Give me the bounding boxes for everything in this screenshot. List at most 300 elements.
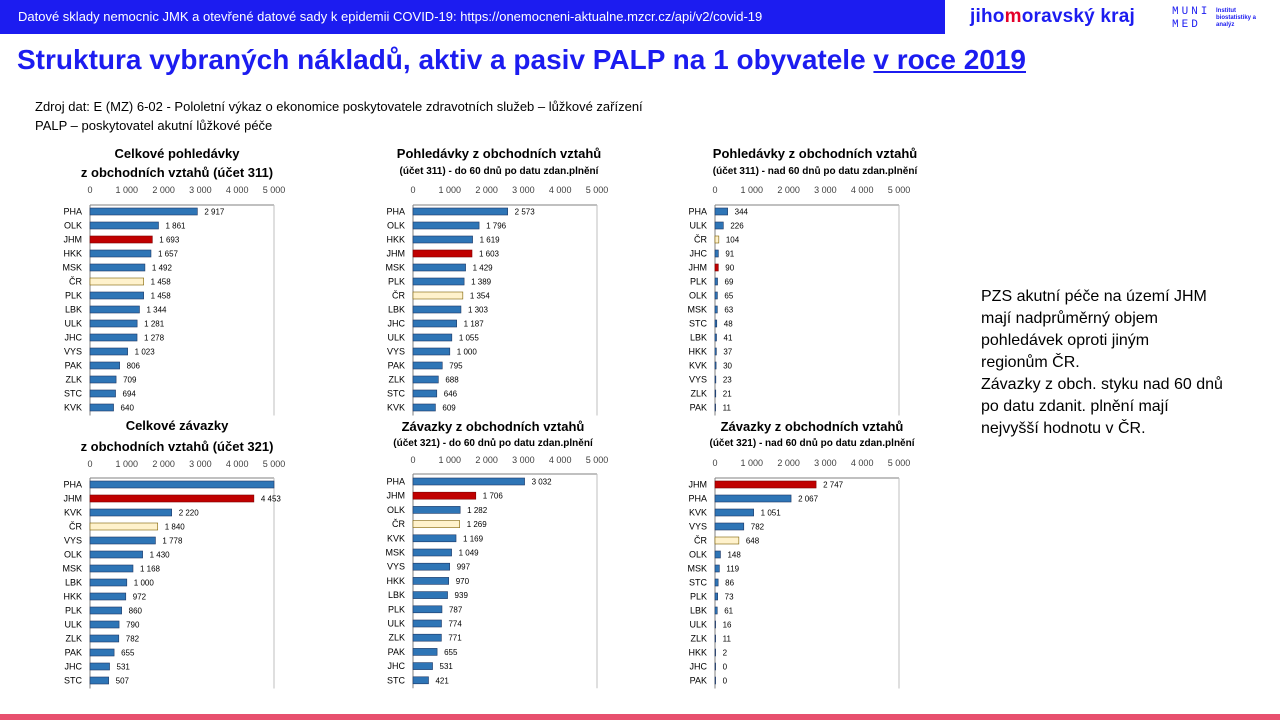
x-tick-label: 0: [712, 185, 718, 195]
bar: [715, 621, 716, 628]
data-label: 1 693: [159, 235, 180, 245]
data-label: 782: [750, 522, 765, 532]
bar: [715, 390, 716, 397]
data-label: 646: [443, 389, 458, 399]
med-wordmark: MED: [1172, 19, 1201, 31]
x-tick-label: 1 000: [438, 455, 462, 465]
category-label: PHA: [386, 476, 405, 487]
jmk-logo-part1: jiho: [970, 6, 1005, 27]
data-label: 939: [454, 591, 468, 601]
data-label: 860: [128, 606, 143, 616]
data-label: 2 220: [178, 508, 199, 518]
data-label: 2 067: [798, 494, 819, 504]
bar: [413, 577, 449, 584]
category-label: STC: [689, 577, 707, 588]
category-label: ČR: [392, 519, 405, 530]
chart-subtitle: (účet 311) - nad 60 dnů po datu zdan.plnění: [712, 166, 918, 177]
data-label: 11: [722, 634, 731, 644]
bar: [90, 264, 145, 271]
x-tick-label: 3 000: [189, 459, 212, 469]
category-label: PLK: [64, 605, 82, 616]
category-label: STC: [64, 675, 82, 686]
category-label: ULK: [387, 332, 405, 343]
bar: [413, 208, 508, 215]
data-label: 1 389: [471, 277, 492, 287]
category-label: LBK: [64, 304, 82, 315]
data-source-line-2: PALP – poskytovatel akutní lůžkové péče: [35, 118, 273, 133]
jmk-logo-part2: oravský kraj: [1021, 6, 1136, 27]
bar: [715, 593, 718, 600]
category-label: VYS: [386, 561, 405, 572]
data-label: 1 278: [144, 333, 165, 343]
bar: [715, 208, 728, 215]
category-label: PAK: [64, 647, 82, 658]
category-label: STC: [387, 388, 405, 399]
bar: [413, 306, 461, 313]
category-label: VYS: [63, 535, 82, 546]
bar: [413, 320, 457, 327]
category-label: JHM: [63, 234, 82, 245]
bar: [715, 334, 717, 341]
bar: [90, 495, 254, 502]
bar: [413, 478, 525, 485]
note-line: mají nadprůměrný objem: [981, 310, 1158, 327]
category-label: OLK: [63, 220, 82, 231]
chart-subtitle: z obchodních vztahů (účet 321): [80, 439, 274, 454]
bar: [90, 537, 155, 544]
category-label: PLK: [387, 276, 405, 287]
bar: [715, 663, 716, 670]
bar: [413, 236, 473, 243]
data-label: 63: [724, 305, 734, 315]
category-label: ČR: [69, 276, 82, 287]
bar: [413, 404, 435, 411]
x-tick-label: 0: [712, 458, 718, 468]
category-label: ČR: [392, 290, 405, 301]
data-label: 655: [121, 648, 135, 658]
bar: [90, 509, 172, 516]
category-label: ULK: [689, 220, 707, 231]
bar: [413, 535, 456, 542]
note-line: Závazky z obch. styku nad 60 dnů: [981, 376, 1223, 393]
bar: [90, 565, 133, 572]
x-tick-label: 1 000: [115, 185, 139, 195]
category-label: LBK: [64, 577, 82, 588]
bar: [715, 292, 717, 299]
data-label: 2: [722, 648, 728, 658]
bar: [413, 592, 448, 599]
category-label: PLK: [689, 276, 707, 287]
category-label: ČR: [694, 535, 707, 546]
x-tick-label: 5 000: [585, 455, 609, 465]
chart-subtitle: (účet 321) - nad 60 dnů po datu zdan.plnění: [709, 438, 915, 449]
bar: [715, 376, 716, 383]
data-label: 782: [125, 634, 140, 644]
bar: [413, 250, 472, 257]
bar: [90, 677, 109, 684]
bar: [413, 362, 442, 369]
bar: [413, 634, 441, 641]
category-label: LBK: [387, 304, 405, 315]
chart-subtitle: (účet 311) - do 60 dnů po datu zdan.plnění: [399, 166, 599, 177]
category-label: JHM: [688, 262, 707, 273]
category-label: HKK: [63, 591, 82, 602]
bar: [715, 677, 716, 684]
data-label: 1 269: [466, 520, 487, 530]
category-label: PAK: [689, 675, 707, 686]
data-label: 37: [723, 347, 733, 357]
data-label: 11: [722, 403, 731, 413]
category-label: MSK: [385, 547, 405, 558]
bar: [90, 593, 126, 600]
category-label: STC: [387, 675, 405, 686]
category-label: PAK: [689, 402, 707, 413]
x-tick-label: 5 000: [262, 459, 286, 469]
data-label: 531: [116, 662, 130, 672]
data-label: 694: [122, 389, 136, 399]
data-label: 0: [722, 662, 728, 672]
data-source-line-1: Zdroj dat: E (MZ) 6-02 - Pololetní výkaz o ekonomice poskytovatele zdravotních služeb – lůžkové zařízení: [35, 99, 643, 114]
data-label: 1 657: [157, 249, 179, 259]
category-label: JHM: [688, 479, 707, 490]
data-label: 90: [725, 263, 735, 273]
data-label: 790: [126, 620, 140, 630]
category-label: JHC: [689, 248, 707, 259]
data-label: 1 000: [133, 578, 154, 588]
category-label: MSK: [385, 262, 405, 273]
category-label: LBK: [689, 605, 707, 616]
data-label: 1 861: [165, 221, 186, 231]
data-label: 30: [723, 361, 733, 371]
data-label: 1 458: [150, 277, 171, 287]
x-tick-label: 4 000: [548, 455, 572, 465]
bar: [413, 648, 437, 655]
category-label: VYS: [688, 521, 707, 532]
chart-title: Závazky z obchodních vztahů: [720, 419, 904, 434]
note-line: regionům ČR.: [981, 354, 1080, 371]
category-label: JHC: [689, 661, 707, 672]
category-label: JHC: [387, 661, 405, 672]
chart-subtitle: (účet 321) - do 60 dnů po datu zdan.plnění: [393, 438, 593, 449]
category-label: STC: [64, 388, 82, 399]
data-label: 1 603: [478, 249, 500, 259]
data-label: 344: [734, 207, 749, 217]
category-label: KVK: [63, 507, 82, 518]
x-tick-label: 0: [87, 459, 93, 469]
category-label: ČR: [69, 521, 82, 532]
x-tick-label: 2 000: [777, 458, 800, 468]
data-label: 648: [745, 536, 760, 546]
category-label: KVK: [688, 507, 707, 518]
category-label: JHM: [63, 493, 82, 504]
category-label: ULK: [387, 618, 405, 629]
x-tick-label: 5 000: [887, 185, 911, 195]
category-label: VYS: [688, 374, 707, 385]
data-label: 507: [115, 676, 130, 686]
data-label: 1 282: [467, 505, 488, 515]
chart-title: Pohledávky z obchodních vztahů: [396, 146, 602, 161]
bar: [413, 506, 460, 513]
bar: [90, 348, 128, 355]
category-label: ČR: [694, 234, 707, 245]
data-label: 148: [727, 550, 741, 560]
category-label: PAK: [64, 360, 82, 371]
chart-title: Závazky z obchodních vztahů: [401, 419, 585, 434]
bar: [413, 222, 479, 229]
data-label: 1 168: [139, 564, 161, 574]
data-label: 1 429: [472, 263, 493, 273]
bar: [413, 677, 428, 684]
x-tick-label: 3 000: [512, 455, 535, 465]
x-tick-label: 4 000: [225, 459, 249, 469]
bar: [715, 635, 716, 642]
bar: [413, 492, 476, 499]
note-line: pohledávek oproti jiným: [981, 332, 1150, 349]
x-tick-label: 3 000: [814, 458, 837, 468]
data-label: 774: [448, 619, 462, 629]
category-label: PHA: [63, 479, 82, 490]
category-label: VYS: [63, 346, 82, 357]
x-tick-label: 1 000: [115, 459, 139, 469]
x-tick-label: 2 000: [152, 185, 175, 195]
note-line: po datu zdanit. plnění mají: [981, 398, 1169, 415]
data-label: 709: [123, 375, 137, 385]
page-title-main: Struktura vybraných nákladů, aktiv a pasiv PALP na 1 obyvatele: [17, 44, 874, 75]
chart-subtitle: z obchodních vztahů (účet 311): [80, 165, 274, 180]
note-line: PZS akutní péče na území JHM: [981, 288, 1207, 305]
data-label: 226: [730, 221, 744, 231]
category-label: ZLK: [65, 633, 82, 644]
data-label: 86: [725, 578, 735, 588]
category-label: ZLK: [690, 388, 707, 399]
category-label: KVK: [63, 402, 82, 413]
bar: [90, 523, 158, 530]
x-tick-label: 4 000: [850, 458, 874, 468]
x-tick-label: 4 000: [850, 185, 874, 195]
category-label: HKK: [386, 234, 405, 245]
bar: [90, 250, 151, 257]
category-label: LBK: [689, 332, 707, 343]
bar: [715, 222, 723, 229]
bar: [715, 579, 718, 586]
bar: [413, 334, 452, 341]
bar: [90, 292, 144, 299]
category-label: JHC: [64, 661, 82, 672]
category-label: PLK: [689, 591, 707, 602]
data-label: 3 032: [531, 477, 552, 487]
data-label: 795: [449, 361, 463, 371]
category-label: OLK: [63, 549, 82, 560]
bar: [90, 579, 127, 586]
bar: [90, 551, 143, 558]
bar: [715, 523, 744, 530]
x-tick-label: 5 000: [887, 458, 911, 468]
data-label: 21: [722, 389, 732, 399]
x-tick-label: 1 000: [740, 185, 764, 195]
bar: [413, 264, 466, 271]
x-tick-label: 4 000: [548, 185, 572, 195]
category-label: ULK: [64, 318, 82, 329]
category-label: JHC: [64, 332, 82, 343]
note-line: nejvyšší hodnotu v ČR.: [981, 420, 1146, 437]
category-label: PLK: [64, 290, 82, 301]
x-tick-label: 4 000: [225, 185, 249, 195]
x-tick-label: 2 000: [475, 185, 498, 195]
category-label: PHA: [63, 206, 82, 217]
category-label: PAK: [387, 646, 405, 657]
bar: [715, 306, 717, 313]
x-tick-label: 3 000: [814, 185, 837, 195]
bar: [90, 607, 122, 614]
x-tick-label: 0: [410, 455, 416, 465]
bar: [413, 390, 437, 397]
category-label: LBK: [387, 590, 405, 601]
data-label: 771: [448, 633, 462, 643]
x-tick-label: 2 000: [152, 459, 175, 469]
category-label: ZLK: [388, 632, 405, 643]
bar: [715, 537, 739, 544]
bar: [413, 606, 442, 613]
category-label: KVK: [386, 533, 405, 544]
data-label: 1 430: [149, 550, 170, 560]
data-label: 1 281: [144, 319, 165, 329]
category-label: MSK: [62, 563, 82, 574]
bar: [90, 278, 144, 285]
bar: [90, 621, 119, 628]
bar: [90, 481, 274, 488]
category-label: ULK: [64, 619, 82, 630]
category-label: ZLK: [388, 374, 405, 385]
data-label: 23: [722, 375, 732, 385]
x-tick-label: 3 000: [189, 185, 212, 195]
bar: [413, 348, 450, 355]
data-label: 2 917: [204, 207, 225, 217]
data-label: 1 303: [467, 305, 488, 315]
chart-title: Celkové závazky: [125, 418, 229, 433]
x-tick-label: 1 000: [740, 458, 764, 468]
category-label: JHM: [386, 248, 405, 259]
bar: [90, 404, 114, 411]
data-label: 1 055: [458, 333, 479, 343]
category-label: MSK: [62, 262, 82, 273]
bar: [90, 334, 137, 341]
category-label: HKK: [688, 647, 707, 658]
bar: [90, 222, 158, 229]
x-tick-label: 2 000: [777, 185, 800, 195]
commentary-note: [981, 286, 1251, 440]
x-tick-label: 5 000: [262, 185, 286, 195]
bar: [715, 509, 754, 516]
data-label: 2 573: [514, 207, 535, 217]
category-label: MSK: [687, 304, 707, 315]
data-label: 119: [726, 564, 740, 574]
bar: [715, 649, 716, 656]
bar: [413, 663, 433, 670]
category-label: PLK: [387, 604, 405, 615]
bar: [715, 607, 717, 614]
category-label: KVK: [386, 402, 405, 413]
bottom-accent-bar: [0, 714, 1280, 720]
data-label: 41: [723, 333, 733, 343]
category-label: HKK: [688, 346, 707, 357]
x-tick-label: 5 000: [585, 185, 609, 195]
data-label: 0: [722, 676, 728, 686]
data-label: 531: [439, 662, 453, 672]
data-label: 640: [120, 403, 134, 413]
data-label: 997: [456, 562, 471, 572]
data-label: 655: [444, 647, 458, 657]
bar: [715, 278, 718, 285]
chart-title: Pohledávky z obchodních vztahů: [712, 146, 918, 161]
x-tick-label: 2 000: [475, 455, 498, 465]
data-label: 65: [724, 291, 734, 301]
category-label: PHA: [688, 206, 707, 217]
bar: [715, 362, 716, 369]
bar: [90, 390, 116, 397]
category-label: JHC: [387, 318, 405, 329]
x-tick-label: 0: [87, 185, 93, 195]
data-label: 970: [455, 576, 470, 586]
data-label: 1 796: [486, 221, 507, 231]
data-label: 972: [132, 592, 147, 602]
data-label: 609: [442, 403, 456, 413]
data-label: 1 706: [482, 491, 503, 501]
data-label: 688: [445, 375, 459, 385]
category-label: ULK: [689, 619, 707, 630]
bar: [90, 320, 137, 327]
bar: [413, 521, 460, 528]
bar: [715, 264, 718, 271]
category-label: PAK: [387, 360, 405, 371]
header-bar-text: Datové sklady nemocnic JMK a otevřené datové sady k epidemii COVID-19: https://onemocneni-aktualne.mzcr.cz/api/v2/covid-19: [18, 9, 763, 24]
bar: [90, 208, 197, 215]
bar: [413, 376, 438, 383]
data-label: 1 492: [151, 263, 172, 273]
data-label: 421: [435, 676, 449, 686]
x-tick-label: 0: [410, 185, 416, 195]
data-label: 104: [725, 235, 740, 245]
data-label: 2 747: [823, 480, 844, 490]
category-label: OLK: [688, 549, 707, 560]
bar: [715, 320, 717, 327]
bar: [90, 663, 110, 670]
category-label: JHM: [386, 490, 405, 501]
bar: [715, 481, 816, 488]
bar: [90, 236, 152, 243]
bar: [413, 549, 452, 556]
category-label: OLK: [386, 504, 405, 515]
data-label: 806: [126, 361, 141, 371]
bar: [715, 236, 719, 243]
data-label: 4 453: [260, 494, 281, 504]
data-label: 1 778: [162, 536, 183, 546]
data-label: 1 344: [146, 305, 167, 315]
category-label: HKK: [63, 248, 82, 259]
bar: [715, 348, 716, 355]
bar: [90, 362, 120, 369]
bar: [413, 292, 463, 299]
category-label: HKK: [386, 575, 405, 586]
category-label: OLK: [386, 220, 405, 231]
bar: [715, 495, 791, 502]
x-tick-label: 1 000: [438, 185, 462, 195]
x-tick-label: 3 000: [512, 185, 535, 195]
bar: [715, 404, 716, 411]
chart-title: Celkové pohledávky: [114, 146, 240, 161]
bar: [715, 250, 718, 257]
category-label: ZLK: [690, 633, 707, 644]
data-label: 1 051: [760, 508, 781, 518]
